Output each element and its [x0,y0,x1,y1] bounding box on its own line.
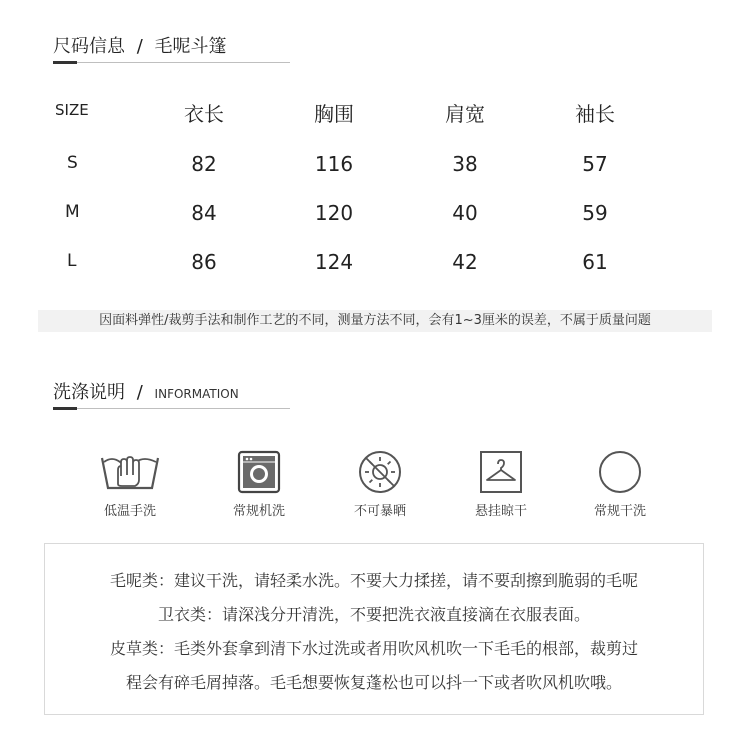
wash-section-title [53,378,290,404]
wash-section-header [53,378,290,410]
section-rule [53,408,290,409]
table-cell: 116 [314,152,354,176]
instruction-line: 皮草类：毛类外套拿到清下水过洗或者用吹风机吹一下毛毛的根部，裁剪过 [109,639,638,658]
table-cell: 59 [582,201,608,225]
care-item-no-sun [320,450,440,519]
table-cell: 38 [452,152,478,176]
hand-wash-icon [98,450,162,494]
care-label: 常规机洗 [232,504,285,519]
care-item-machine-wash [199,450,319,519]
size-section-header [53,32,290,64]
header-size: SIZE [55,101,89,119]
header-length: 衣长 [184,102,224,126]
header-chest: 胸围 [314,102,354,126]
table-cell: 120 [314,201,354,225]
title-separator: / [136,36,143,57]
table-cell: 42 [452,250,478,274]
dry-clean-icon [588,450,652,494]
table-cell: 84 [191,201,217,225]
wash-subtitle: INFORMATION [154,387,239,401]
table-cell: 124 [314,250,354,274]
care-label: 不可暴晒 [353,504,406,519]
care-item-hang-dry [441,450,561,519]
measurement-note: 因面料弹性/裁剪手法和制作工艺的不同，测量方法不同，会有1~3厘米的误差，不属于质量问题 [38,310,712,332]
row-size-label: L [67,251,77,271]
size-subtitle: 毛呢斗篷 [154,36,227,57]
care-label: 常规干洗 [593,504,646,519]
section-accent [53,407,77,410]
care-label: 低温手洗 [103,504,156,519]
table-cell: 61 [582,250,608,274]
machine-wash-icon [227,450,291,494]
care-item-hand-wash [70,450,190,519]
size-title: 尺码信息 [53,36,125,57]
row-size-label: S [67,153,78,173]
title-separator: / [136,382,143,403]
size-section-title [53,32,290,58]
table-cell: 82 [191,152,217,176]
table-cell: 57 [582,152,608,176]
section-rule [53,62,290,63]
care-instructions-box [44,543,704,715]
table-cell: 86 [191,250,217,274]
instruction-line: 卫衣类：请深浅分开清洗，不要把洗衣液直接滴在衣服表面。 [157,605,590,624]
row-size-label: M [65,202,80,222]
hang-dry-icon [469,450,533,494]
care-label: 悬挂晾干 [474,504,527,519]
section-accent [53,61,77,64]
instruction-line: 程会有碎毛屑掉落。毛毛想要恢复蓬松也可以抖一下或者吹风机吹哦。 [125,673,622,692]
instruction-line: 毛呢类：建议干洗，请轻柔水洗。不要大力揉搓，请不要刮擦到脆弱的毛呢 [109,571,638,590]
care-item-dry-clean [560,450,680,519]
no-sun-icon [348,450,412,494]
header-sleeve: 袖长 [575,102,615,126]
table-cell: 40 [452,201,478,225]
wash-title: 洗涤说明 [53,382,125,403]
header-shoulder: 肩宽 [445,102,485,126]
